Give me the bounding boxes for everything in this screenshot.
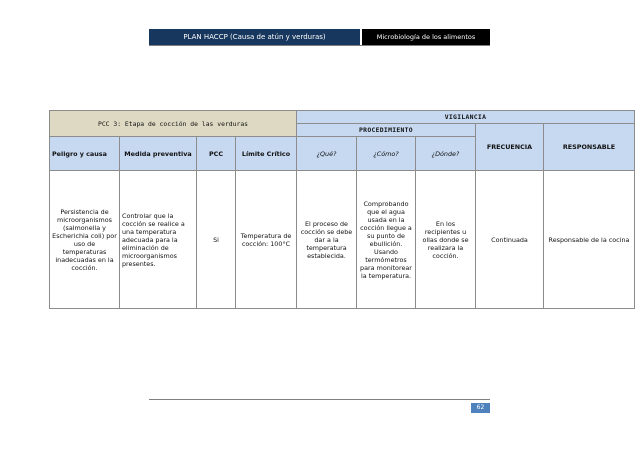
footer-divider <box>149 399 490 400</box>
vigilancia-header: VIGILANCIA <box>297 111 635 124</box>
medida-cell: Controlar que la cocción se realice a una temperatura adecuada para la eliminación de microorganismos presentes. <box>120 171 197 309</box>
haccp-table <box>49 110 635 309</box>
medida-header: Medida preventiva <box>120 137 197 171</box>
pcc-title: PCC 3: Etapa de cocción de las verduras <box>50 111 297 137</box>
como-header: ¿Cómo? <box>357 137 416 171</box>
frecuencia-cell: Continuada <box>476 171 544 309</box>
peligro-cell: Persistencia de microorganismos (salmonella y Escherichia coli) por uso de temperaturas inadecuadas en la cocción. <box>50 171 120 309</box>
que-cell: El proceso de cocción se debe dar a la temperatura establecida. <box>297 171 357 309</box>
header-divider <box>149 45 490 46</box>
donde-header: ¿Dónde? <box>416 137 476 171</box>
responsable-header: RESPONSABLE <box>544 124 635 171</box>
frecuencia-header: FRECUENCIA <box>476 124 544 171</box>
limite-cell: Temperatura de cocción: 100°C <box>236 171 297 309</box>
page-number: 62 <box>471 403 490 413</box>
donde-cell: En los recipientes u ollas donde se realizara la cocción. <box>416 171 476 309</box>
limite-header: Límite Crítico <box>236 137 297 171</box>
peligro-header: Peligro y causa <box>50 137 120 171</box>
header-subject: Microbiología de los alimentos <box>362 29 490 45</box>
que-header: ¿Qué? <box>297 137 357 171</box>
pcc-header: PCC <box>197 137 236 171</box>
como-cell: Comprobando que el agua usada en la cocción llegue a su punto de ebullición. Usando termómetros para monitorear la temperatura. <box>357 171 416 309</box>
procedimiento-header: PROCEDIMIENTO <box>297 124 476 137</box>
pcc-cell: Si <box>197 171 236 309</box>
header-document-title: PLAN HACCP (Causa de atún y verduras) <box>149 29 360 45</box>
responsable-cell: Responsable de la cocina <box>544 171 635 309</box>
